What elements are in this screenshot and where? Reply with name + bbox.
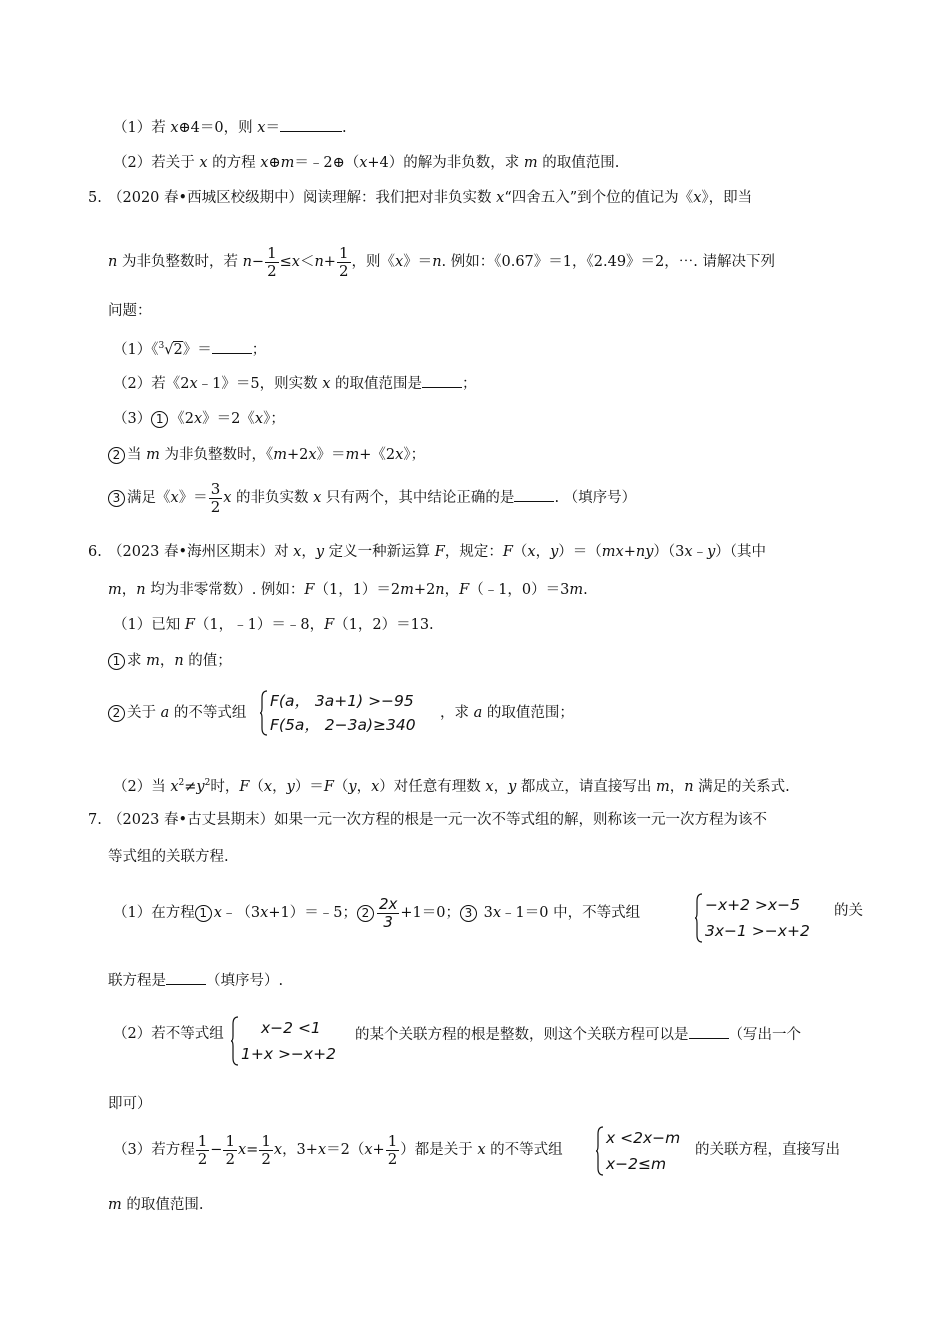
q4-part2: （2）若关于 x 的方程 x⊕m＝﹣2⊕（x+4）的解为非负数，求 m 的取值范围. [113, 155, 620, 171]
circled-number: 2 [108, 447, 125, 464]
circled-number: 2 [108, 705, 125, 722]
q7-part1: （1）在方程 1 x﹣（3x+1）＝﹣5； 2 $\frac{2x}{3}$ +1＝0； 3 3x﹣1＝0 中，不等式组 [113, 894, 641, 931]
fraction: $\frac{1}{2}$ [387, 1131, 398, 1168]
q7-part3-tail: 的关联方程，直接写出 [695, 1142, 840, 1158]
q7-part3: （3）若方程 $\frac{1}{2}$ − $\frac{1}{2}$ x= $\frac{1}{2}$ x，3+x＝2（x+ $\frac{1}{2}$ ）都是关于 x 的不等式组 [113, 1131, 563, 1168]
inequality-system-2: x−2 <1 1+x >−x+2 [231, 1016, 361, 1066]
q7-line5: m 的取值范围. [108, 1197, 204, 1213]
q4-part1: （1）若 x⊕4＝0，则 x＝ . [113, 117, 347, 138]
circled-number: 1 [151, 411, 168, 428]
q7-line1: （2023 春•古丈县期末）如果一元一次方程的根是一元一次不等式组的解，则称该一元一次方程为该不 [108, 812, 768, 828]
fraction: $\frac{1}{2}$ [338, 243, 349, 280]
q5-part1: （1）《$^3$√2》＝ ； [113, 336, 266, 360]
q5-part4: 2 当 m 为非负整数时，《m+2x》＝m+《2x》； [108, 445, 425, 465]
q7-line4: 即可） [108, 1096, 152, 1112]
fraction: $\frac{2x}{3}$ [378, 894, 398, 931]
inequality-system-1: −x+2 >x−5 3x−1 >−x+2 [695, 893, 835, 943]
answer-blank[interactable] [689, 1024, 729, 1039]
answer-blank[interactable] [514, 487, 554, 502]
q6-part1: （1）已知 F（1，﹣1）＝﹣8，F（1，2）＝13. [113, 617, 434, 633]
q5-part5: 3 满足《x》＝ $\frac{3}{2}$ x 的非负实数 x 只有两个，其中结论正确的是 . （填序号） [108, 480, 636, 516]
q6-part1-item2-tail: ，求 a 的取值范围； [440, 705, 574, 721]
q6-line1: （2023 春•海州区期末）对 x，y 定义一种新运算 F，规定：F（x，y）＝（mx+ny）（3x﹣y）（其中 [108, 544, 767, 560]
answer-blank[interactable] [166, 970, 206, 985]
fraction: $\frac{1}{2}$ [261, 1131, 271, 1168]
answer-blank[interactable] [422, 373, 462, 388]
fraction: $\frac{1}{2}$ [197, 1131, 208, 1168]
q7-part1-tail: 的关 [834, 903, 863, 919]
fraction: $\frac{1}{2}$ [267, 243, 277, 280]
circled-number: 1 [195, 905, 212, 922]
fraction: $\frac{1}{2}$ [225, 1131, 235, 1168]
answer-blank[interactable] [280, 117, 342, 132]
q5-line3: 问题： [108, 303, 152, 319]
q6-part1-item2: 2 关于 a 的不等式组 [108, 703, 246, 723]
answer-blank[interactable] [212, 339, 252, 354]
circled-number: 2 [357, 905, 374, 922]
q6-part1-item1: 1 求 m，n 的值； [108, 651, 232, 671]
circled-number: 3 [108, 490, 125, 507]
q7-line3: 联方程是 （填序号）. [108, 970, 283, 991]
brace-icon [231, 1016, 239, 1066]
q5-line1: （2020 春•西城区校级期中）阅读理解：我们把对非负实数 x“四舍五入”到个位的值记为《x》，即当 [108, 190, 753, 206]
q5-number: 5. [88, 190, 102, 206]
q7-part2-tail: 的某个关联方程的根是整数，则这个关联方程可以是 （写出一个 [355, 1024, 801, 1045]
q7-part2-head: （2）若不等式组 [113, 1026, 224, 1042]
q7-line2: 等式组的关联方程. [108, 849, 229, 865]
q6-line2: m，n 均为非零常数）. 例如：F（1，1）＝2m+2n，F（﹣1，0）＝3m. [108, 582, 588, 598]
inequality-system: F(a， 3a+1) >−95 F(5a， 2−3a)≥340 [260, 690, 460, 736]
inequality-system-3: x <2x−m x−2≤m [596, 1126, 696, 1176]
circled-number: 1 [108, 653, 125, 670]
q6-part2: （2）当 $x^2\ne y^2$时，F（x，y）＝F（y，x）对任意有理数 x，y 都成立，请直接写出 m，n 满足的关系式. [113, 778, 790, 795]
q5-part2: （2）若《2x﹣1》＝5，则实数 x 的取值范围是 ； [113, 373, 477, 394]
cube-root: $^3$√2 [158, 341, 183, 358]
brace-icon [695, 893, 703, 943]
q7-number: 7. [88, 812, 102, 828]
q6-number: 6. [88, 544, 102, 560]
q5-line2: n 为非负整数时，若 n− $\frac{1}{2}$ ≤x＜n+ $\frac{1}{2}$ ，则《x》＝n. 例如：《0.67》＝1，《2.49》＝2，⋯. 请解决下列 [108, 243, 775, 280]
circled-number: 3 [460, 905, 477, 922]
q5-part3: （3） 1 《2x》＝2《x》； [113, 411, 285, 427]
brace-icon [260, 690, 268, 736]
fraction: $\frac{3}{2}$ [210, 479, 221, 516]
brace-icon [596, 1126, 604, 1176]
